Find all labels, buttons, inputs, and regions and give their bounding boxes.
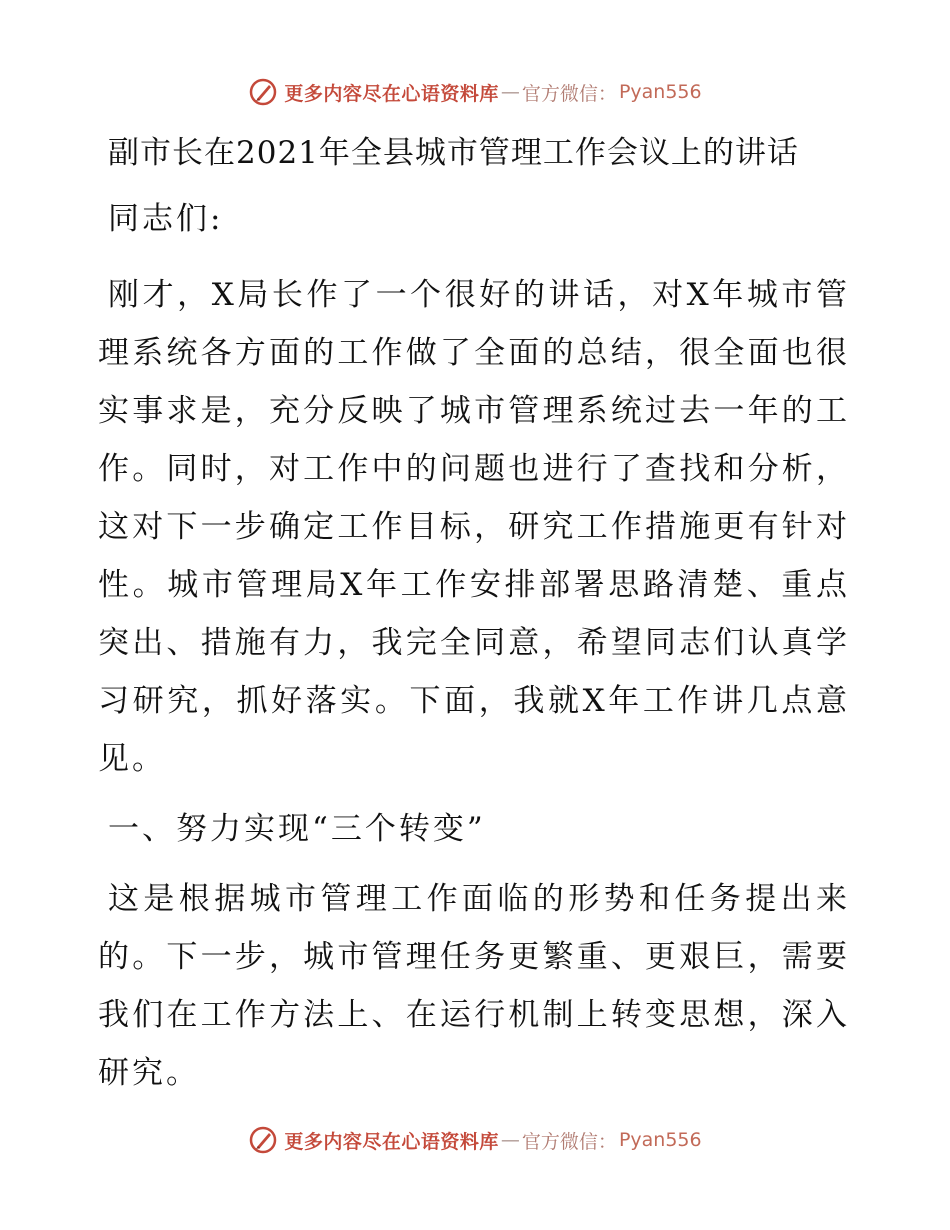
header-banner <box>0 72 950 112</box>
banner-wechat-id: Pyan556 <box>618 1129 702 1151</box>
banner-official-label: 官方微信： <box>521 1130 617 1153</box>
banner-main-text: 更多内容尽在心语资料库 <box>284 1130 499 1153</box>
paragraph-1: 刚才，X局长作了一个很好的讲话，对X年城市管理系统各方面的工作做了全面的总结，很全面也很实事求是，充分反映了城市管理系统过去一年的工作。同时，对工作中的问题也进行了查找和分析，这对下一步确定工作目标，研究工作措施更有针对性。城市管理局X年工作安排部署思路清楚、重点突出、措施有力，我完全同意，希望同志们认真学习研究，抓好落实。下面，我就X年工作讲几点意见。 <box>98 277 850 777</box>
paragraph-2: 这是根据城市管理工作面临的形势和任务提出来的。下一步，城市管理任务更繁重、更艰巨，需要我们在工作方法上、在运行机制上转变思想，深入研究。 <box>98 881 850 1091</box>
banner-wechat-id: Pyan556 <box>618 81 702 103</box>
banner-dash: — <box>500 1129 520 1151</box>
quill-pen-icon <box>248 77 278 107</box>
greeting: 同志们: <box>108 201 224 237</box>
section-heading-1: 一、努力实现“三个转变” <box>108 811 486 847</box>
banner-main-text: 更多内容尽在心语资料库 <box>284 82 499 105</box>
footer-banner <box>0 1120 950 1160</box>
document-title: 副市长在2021年全县城市管理工作会议上的讲话 <box>108 135 799 171</box>
banner-dash: — <box>500 81 520 103</box>
quill-pen-icon <box>248 1125 278 1155</box>
document-body <box>98 118 850 1102</box>
banner-official-label: 官方微信： <box>521 82 617 105</box>
